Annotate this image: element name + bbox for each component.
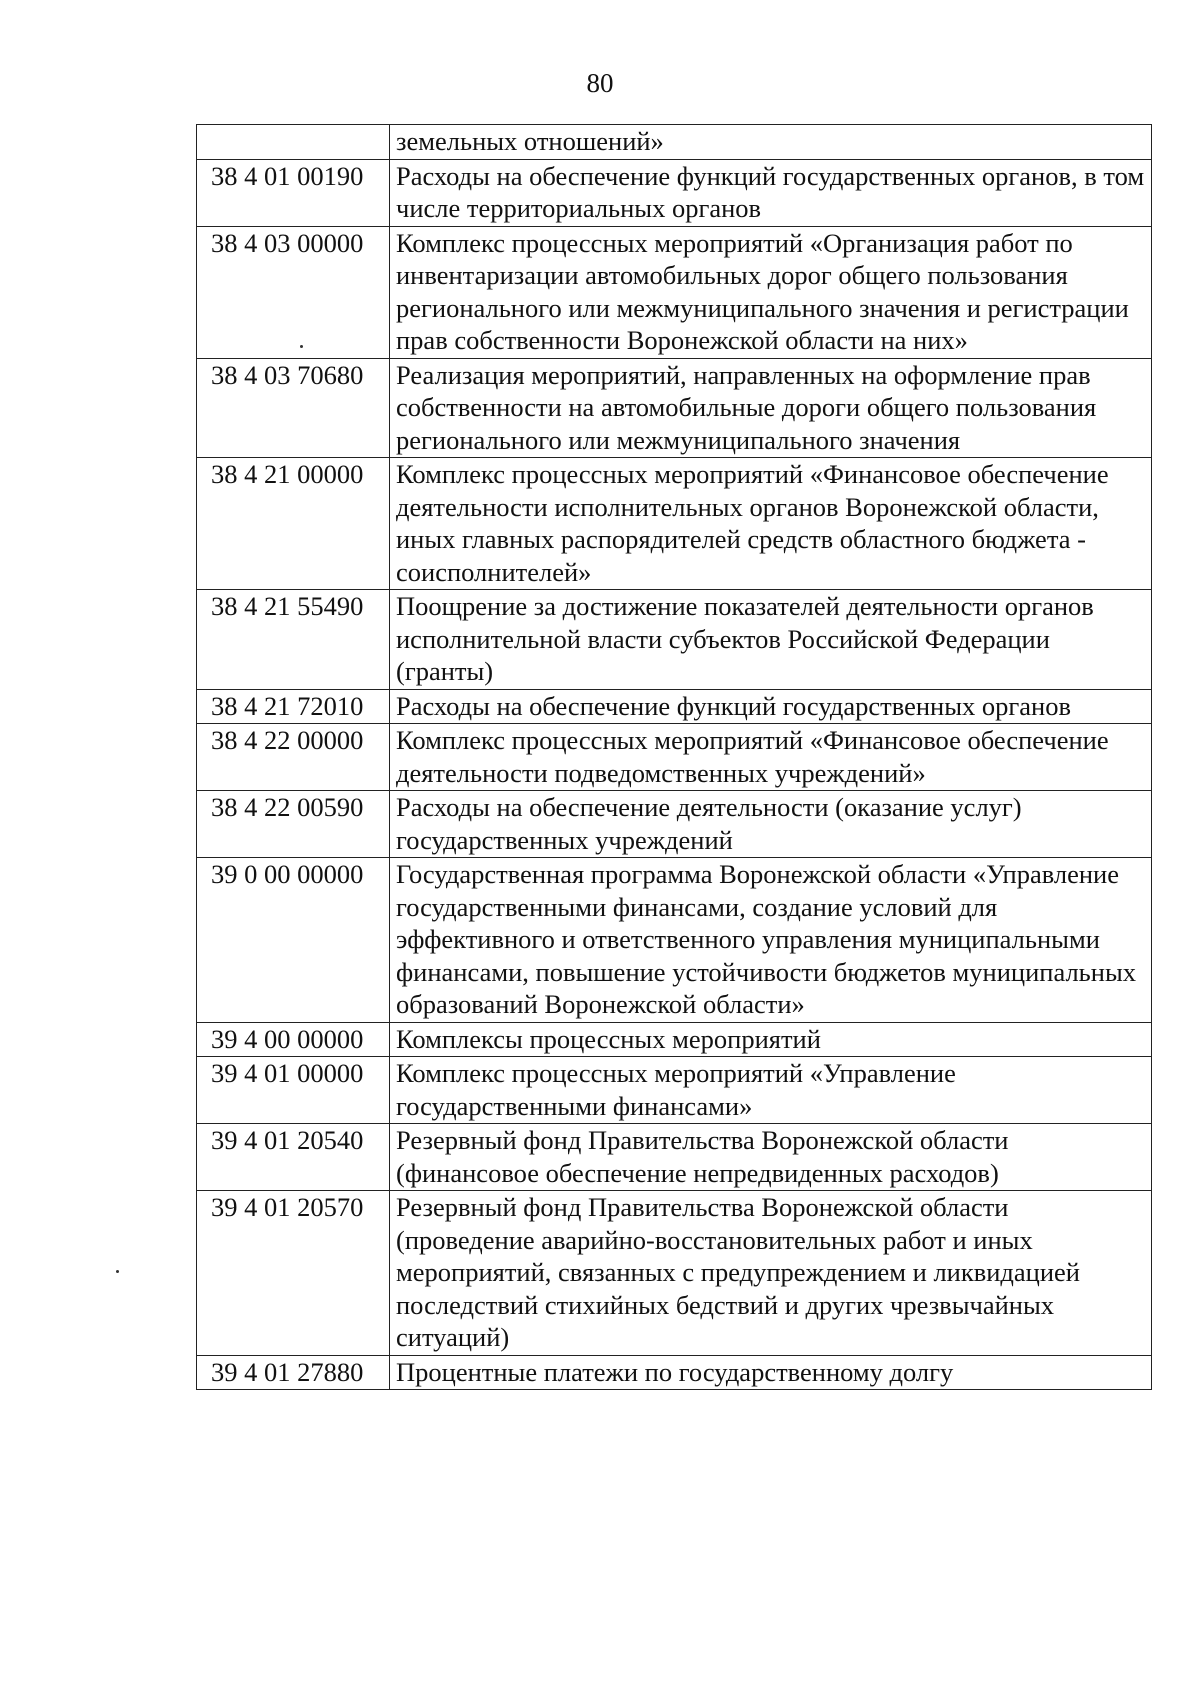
table-row	[197, 1124, 1152, 1191]
scan-speck	[300, 345, 303, 348]
row-code: 38 4 03 00000	[197, 226, 390, 358]
table-row	[197, 689, 1152, 724]
row-description: Расходы на обеспечение функций государственных органов, в том числе территориальных органов	[390, 159, 1152, 226]
table-row	[197, 1022, 1152, 1057]
table-row	[197, 590, 1152, 690]
row-description: Поощрение за достижение показателей деятельности органов исполнительной власти субъектов Российской Федерации (гранты)	[390, 590, 1152, 690]
row-description: Комплекс процессных мероприятий «Финансовое обеспечение деятельности исполнительных органов Воронежской области, иных главных распорядителей средств областного бюджета - соисполнителей»	[390, 458, 1152, 590]
table-row	[197, 159, 1152, 226]
row-description: Комплекс процессных мероприятий «Управление государственными финансами»	[390, 1057, 1152, 1124]
row-description: Резервный фонд Правительства Воронежской области (проведение аварийно-восстановительных работ и иных мероприятий, связанных с предупреждением и ликвидацией последствий стихийных бедствий и других чрезвычайных ситуаций)	[390, 1191, 1152, 1356]
row-code: 38 4 22 00590	[197, 791, 390, 858]
row-description: Резервный фонд Правительства Воронежской области (финансовое обеспечение непредвиденных расходов)	[390, 1124, 1152, 1191]
row-code: 38 4 21 00000	[197, 458, 390, 590]
row-code: 38 4 22 00000	[197, 724, 390, 791]
row-code: 38 4 01 00190	[197, 159, 390, 226]
row-code: 39 4 01 00000	[197, 1057, 390, 1124]
row-description: земельных отношений»	[390, 125, 1152, 160]
table-row	[197, 226, 1152, 358]
table-row	[197, 458, 1152, 590]
row-code: 38 4 03 70680	[197, 358, 390, 458]
table-row	[197, 858, 1152, 1023]
scan-speck	[116, 1270, 119, 1273]
row-description: Реализация мероприятий, направленных на оформление прав собственности на автомобильные дороги общего пользования регионального или межмуниципального значения	[390, 358, 1152, 458]
row-description: Комплекс процессных мероприятий «Финансовое обеспечение деятельности подведомственных учреждений»	[390, 724, 1152, 791]
row-code: 39 0 00 00000	[197, 858, 390, 1023]
row-code	[197, 125, 390, 160]
table-row	[197, 125, 1152, 160]
row-description: Комплекс процессных мероприятий «Организация работ по инвентаризации автомобильных дорог общего пользования регионального или межмуниципального значения и регистрации прав собственности Воронежской области на них»	[390, 226, 1152, 358]
row-code: 39 4 01 20570	[197, 1191, 390, 1356]
table-row	[197, 1355, 1152, 1390]
budget-codes-table	[196, 124, 1152, 1390]
page-number: 80	[586, 68, 614, 98]
table-row	[197, 358, 1152, 458]
row-description: Расходы на обеспечение деятельности (оказание услуг) государственных учреждений	[390, 791, 1152, 858]
row-code: 39 4 00 00000	[197, 1022, 390, 1057]
row-code: 39 4 01 27880	[197, 1355, 390, 1390]
row-description: Государственная программа Воронежской области «Управление государственными финансами, создание условий для эффективного и ответственного управления муниципальными финансами, повышение устойчивости бюджетов муниципальных образований Воронежской области»	[390, 858, 1152, 1023]
table-row	[197, 791, 1152, 858]
row-code: 38 4 21 55490	[197, 590, 390, 690]
table-row	[197, 1057, 1152, 1124]
row-description: Процентные платежи по государственному долгу	[390, 1355, 1152, 1390]
row-description: Расходы на обеспечение функций государственных органов	[390, 689, 1152, 724]
table-row	[197, 724, 1152, 791]
row-code: 39 4 01 20540	[197, 1124, 390, 1191]
row-description: Комплексы процессных мероприятий	[390, 1022, 1152, 1057]
row-code: 38 4 21 72010	[197, 689, 390, 724]
table-row	[197, 1191, 1152, 1356]
